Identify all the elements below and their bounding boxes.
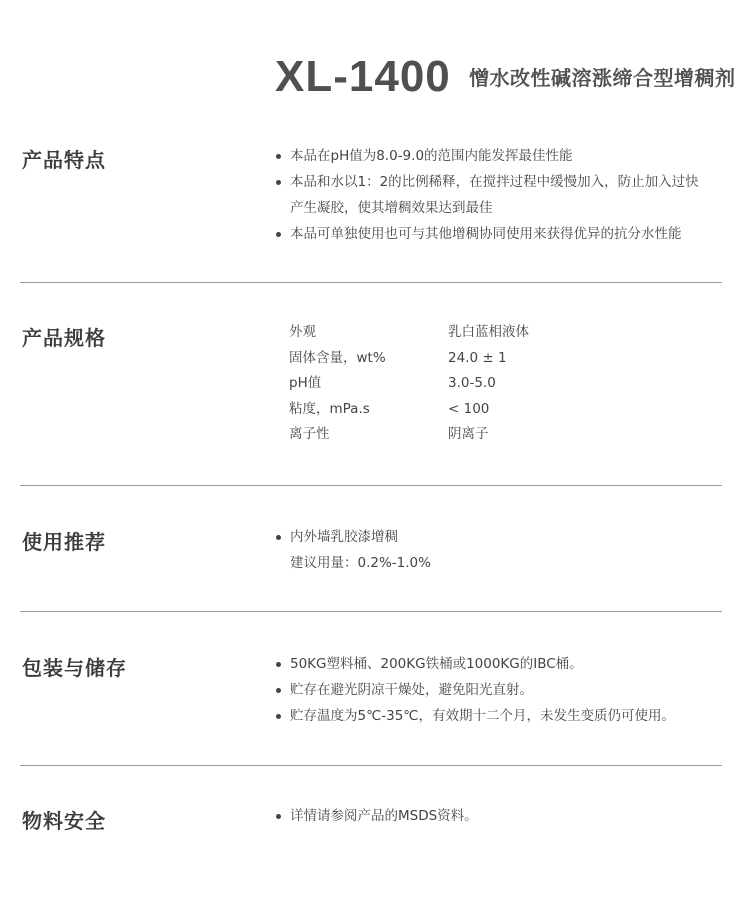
product-header bbox=[0, 52, 750, 102]
list-item bbox=[274, 169, 699, 221]
spec-value: 阴离子 bbox=[448, 426, 489, 442]
list-item-text: 内外墙乳胶漆增稠 bbox=[290, 529, 398, 545]
spec-label: 外观 bbox=[289, 324, 316, 340]
list-item bbox=[274, 703, 675, 729]
list-item bbox=[274, 651, 675, 677]
list-item bbox=[274, 803, 478, 829]
section-title-features: 产品特点 bbox=[22, 148, 106, 172]
list-item bbox=[274, 221, 699, 247]
list-item bbox=[274, 524, 431, 576]
storage-list bbox=[274, 651, 675, 729]
spec-value: 3.0-5.0 bbox=[448, 375, 496, 391]
spec-value: 24.0 ± 1 bbox=[448, 349, 507, 366]
spec-label: 离子性 bbox=[289, 426, 330, 442]
features-list bbox=[274, 143, 699, 247]
list-item bbox=[274, 143, 699, 169]
product-name: 憎水改性碱溶涨缔合型增稠剂 bbox=[469, 66, 736, 90]
list-item-text: 详情请参阅产品的MSDS资料。 bbox=[290, 808, 478, 824]
section-title-specs: 产品规格 bbox=[22, 326, 106, 350]
section-divider bbox=[20, 485, 722, 486]
list-item bbox=[274, 677, 675, 703]
list-item-text: 本品在pH值为8.0-9.0的范围内能发挥最佳性能 bbox=[290, 148, 573, 164]
spec-label: 固体含量，wt% bbox=[289, 349, 386, 366]
dosage-text: 建议用量：0.2%-1.0% bbox=[290, 555, 431, 571]
list-item-text: 贮存在避光阴凉干燥处，避免阳光直射。 bbox=[290, 682, 533, 698]
model-number: XL-1400 bbox=[275, 52, 451, 101]
usage-list bbox=[274, 524, 431, 576]
list-item-text: 本品和水以1：2的比例稀释，在搅拌过程中缓慢加入，防止加入过快 bbox=[290, 174, 699, 190]
section-title-safety: 物料安全 bbox=[22, 809, 106, 833]
spec-label: pH值 bbox=[289, 375, 322, 391]
section-divider bbox=[20, 611, 722, 612]
spec-value: 乳白蓝相液体 bbox=[448, 324, 529, 340]
list-item-text: 本品可单独使用也可与其他增稠协同使用来获得优异的抗分水性能 bbox=[290, 226, 682, 242]
list-item-continuation: 产生凝胶，使其增稠效果达到最佳 bbox=[290, 200, 493, 216]
spec-value: < 100 bbox=[448, 400, 490, 417]
section-title-storage: 包装与储存 bbox=[22, 656, 127, 680]
list-item-text: 50KG塑料桶、200KG铁桶或1000KG的IBC桶。 bbox=[290, 656, 583, 672]
safety-list bbox=[274, 803, 478, 829]
list-item-text: 贮存温度为5℃-35℃，有效期十二个月，未发生变质仍可使用。 bbox=[290, 708, 675, 724]
section-divider bbox=[20, 282, 722, 283]
spec-label: 粘度，mPa.s bbox=[289, 400, 370, 417]
section-divider bbox=[20, 765, 722, 766]
section-title-usage: 使用推荐 bbox=[22, 530, 106, 554]
